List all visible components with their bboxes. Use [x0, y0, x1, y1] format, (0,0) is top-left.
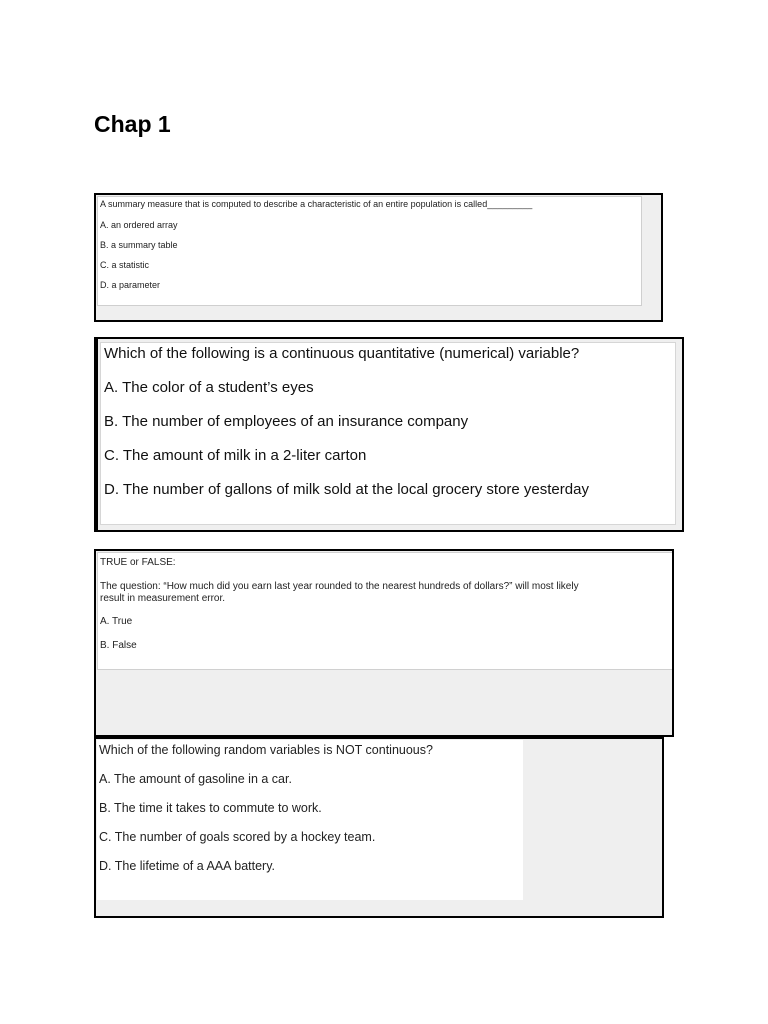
question-4-stem: Which of the following random variables is NOT continuous?: [99, 743, 433, 757]
question-1-option-d: D. a parameter: [100, 280, 161, 290]
page-title: Chap 1: [94, 111, 171, 137]
question-4-box: [94, 737, 664, 918]
question-3-box: [94, 549, 674, 737]
question-1-option-b: B. a summary table: [100, 240, 178, 250]
question-4-option-b: B. The time it takes to commute to work.: [99, 801, 322, 815]
question-1-option-c: C. a statistic: [100, 260, 150, 270]
question-1-option-a: A. an ordered array: [100, 220, 178, 230]
question-3-option-b: B. False: [100, 640, 137, 651]
question-4-option-d: D. The lifetime of a AAA battery.: [99, 859, 276, 873]
question-4-card: [97, 740, 523, 900]
question-2-stem: Which of the following is a continuous quantitative (numerical) variable?: [104, 345, 580, 362]
question-1-box: [94, 193, 663, 322]
question-3-stem-line-1: The question: “How much did you earn last year rounded to the nearest hundreds of dollars?” will most likely: [100, 581, 579, 592]
question-2-option-d: D. The number of gallons of milk sold at the local grocery store yesterday: [104, 481, 589, 498]
question-2-option-c: C. The amount of milk in a 2-liter carton: [104, 447, 367, 464]
question-4-option-a: A. The amount of gasoline in a car.: [99, 772, 292, 786]
question-2-option-b: B. The number of employees of an insurance company: [104, 413, 469, 430]
question-3-option-a: A. True: [100, 616, 133, 627]
question-2-card: [100, 342, 676, 525]
question-1-card: [97, 196, 642, 306]
question-3-header: TRUE or FALSE:: [100, 557, 176, 568]
question-4-option-c: C. The number of goals scored by a hockey team.: [99, 830, 376, 844]
question-2-option-a: A. The color of a student’s eyes: [104, 379, 314, 396]
question-1-stem: A summary measure that is computed to describe a characteristic of an entire population is called_________: [100, 199, 533, 209]
question-2-box: [94, 337, 684, 532]
question-3-card: [97, 552, 673, 670]
question-3-stem-line-2: result in measurement error.: [100, 593, 226, 604]
